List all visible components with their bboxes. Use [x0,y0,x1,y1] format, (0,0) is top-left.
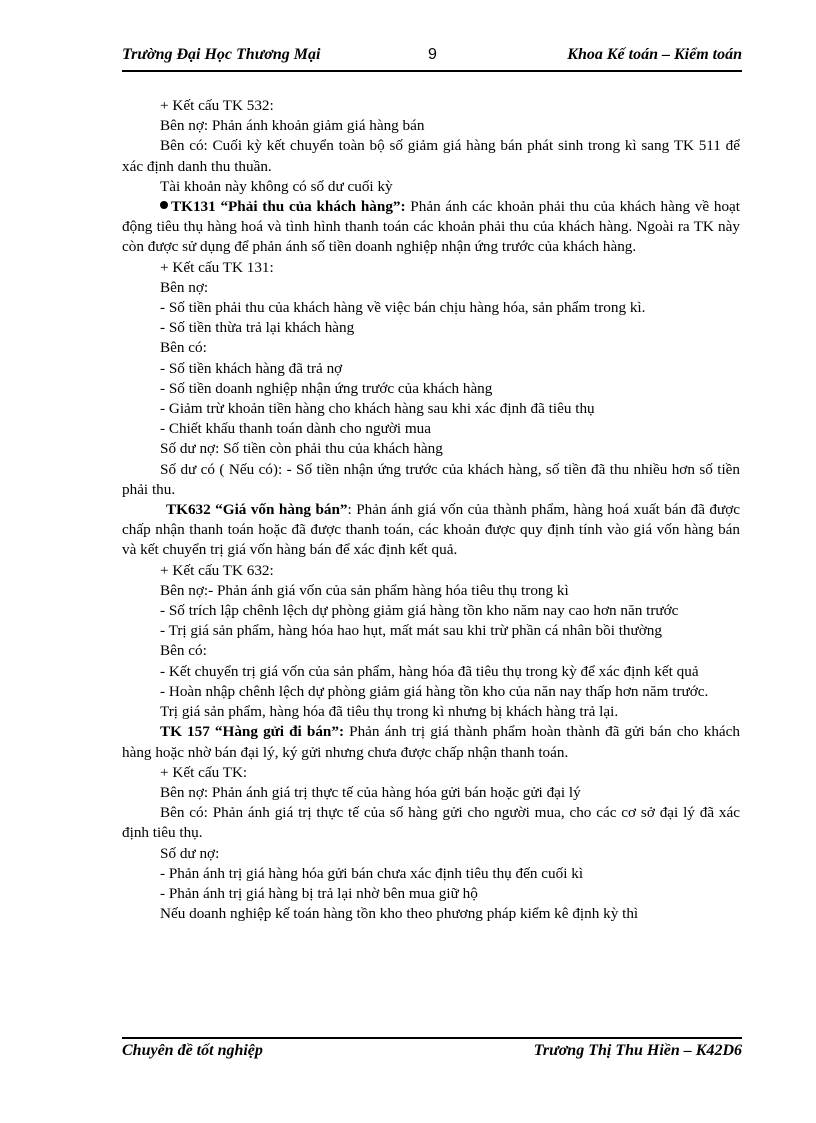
paragraph-tk131 [122,197,740,258]
paragraph: Bên nợ: Phản ánh giá trị thực tế của hàng hóa gửi bán hoặc gửi đại lý [160,783,581,801]
paragraph: Bên có: [160,339,207,357]
paragraph: - Số tiền doanh nghiệp nhận ứng trước của khách hàng [160,379,493,397]
page-number: 9 [428,46,437,63]
paragraph: + Kết cấu TK: [160,763,248,781]
paragraph: Số dư có ( Nếu có): - Số tiền nhận ứng trước của khách hàng, số tiền đã thu nhiều hơn số tiền phải thu. [122,460,740,498]
tk632-text: : Phản ánh giá vốn của thành phẩm, hàng hoá xuất bán đã được chấp nhận thanh toán hoặc đã được thanh toán, các khoản được quy định tính vào giá vốn hàng bán và kết chuyển trị giá vốn hàng bán để xác định kết quả. [122,501,740,559]
paragraph: - Số trích lập chênh lệch dự phòng giảm giá hàng tồn kho năm nay cao hơn năn trước [160,602,679,620]
paragraph: - Giảm trừ khoản tiền hàng cho khách hàng sau khi xác định đã tiêu thụ [160,400,595,418]
paragraph-tk157 [122,722,740,762]
header-faculty: Khoa Kế toán – Kiểm toán [567,46,742,63]
paragraph-tk632 [122,500,740,561]
tk131-title: TK131 “Phải thu của khách hàng”: [171,198,406,216]
paragraph: - Trị giá sản phẩm, hàng hóa hao hụt, mất mát sau khi trừ phần cá nhân bồi thường [160,622,662,640]
document-body [122,96,740,924]
paragraph: - Số tiền phải thu của khách hàng về việc bán chịu hàng hóa, sản phẩm trong kì. [160,299,646,317]
paragraph: Số dư nợ: Số tiền còn phải thu của khách hàng [160,440,443,458]
paragraph: - Phản ánh trị giá hàng hóa gửi bán chưa xác định tiêu thụ đến cuối kì [160,864,584,882]
paragraph: + Kết cấu TK 632: [160,561,274,579]
page-footer [122,1042,742,1064]
paragraph: - Số tiền khách hàng đã trả nợ [160,359,343,377]
paragraph: Tài khoản này không có số dư cuối kỳ [160,177,393,195]
paragraph: Nếu doanh nghiệp kế toán hàng tồn kho theo phương pháp kiểm kê định kỳ thì [160,905,639,923]
tk157-title: TK 157 “Hàng gửi đi bán”: [160,723,345,741]
paragraph: Bên nợ: Phản ánh khoản giảm giá hàng bán [160,117,425,135]
paragraph: Bên nợ: [160,278,209,296]
paragraph: Số dư nợ: [160,844,220,862]
paragraph: - Hoàn nhập chênh lệch dự phòng giảm giá hàng tồn kho của năn nay thấp hơn năm trước. [160,682,709,700]
paragraph: - Số tiền thừa trả lại khách hàng [160,319,355,337]
footer-title: Chuyên đề tốt nghiệp [122,1042,263,1059]
paragraph: + Kết cấu TK 532: [160,97,274,114]
tk632-title: TK632 “Giá vốn hàng bán” [166,501,348,519]
footer-rule [122,1037,742,1039]
tk131-text: Phản ánh các khoản phải thu của khách hàng về hoạt động tiêu thụ hàng hoá và tình hình thanh toán các khoản phải thu của khách hàng. Ngoài ra TK này còn được sử dụng để phản ánh số tiền doanh nghiệp nhận ứng trước của khách hàng. [122,198,740,256]
page-header [122,46,742,68]
paragraph: - Kết chuyển trị giá vốn của sản phẩm, hàng hóa đã tiêu thụ trong kỳ để xác định kết quả [160,662,699,680]
tk157-text: Phản ánh trị giá thành phẩm hoàn thành đã gửi bán cho khách hàng hoặc nhờ bán đại lý, ký gửi nhưng chưa được chấp nhận thanh toán. [122,723,740,761]
paragraph: - Chiết khấu thanh toán dành cho người mua [160,420,432,438]
paragraph: Trị giá sản phẩm, hàng hóa đã tiêu thụ trong kì nhưng bị khách hàng trả lại. [160,703,619,721]
bullet-icon [160,201,168,209]
paragraph: Bên nợ:- Phản ánh giá vốn của sản phẩm hàng hóa tiêu thụ trong kì [160,581,569,599]
paragraph: - Phản ánh trị giá hàng bị trả lại nhờ bên mua giữ hộ [160,884,478,902]
header-school: Trường Đại Học Thương Mại [122,46,321,63]
footer-author: Trương Thị Thu Hiền – K42D6 [533,1042,742,1059]
paragraph: Bên có: Cuối kỳ kết chuyển toàn bộ số giảm giá hàng bán phát sinh trong kì sang TK 511 để xác định danh thu thuần. [122,137,740,175]
paragraph: + Kết cấu TK 131: [160,258,274,276]
paragraph: Bên có: [160,642,207,660]
header-rule [122,70,742,72]
paragraph: Bên có: Phản ánh giá trị thực tế của số hàng gửi cho người mua, cho các cơ sở đại lý đã xác định tiêu thụ. [122,804,740,842]
